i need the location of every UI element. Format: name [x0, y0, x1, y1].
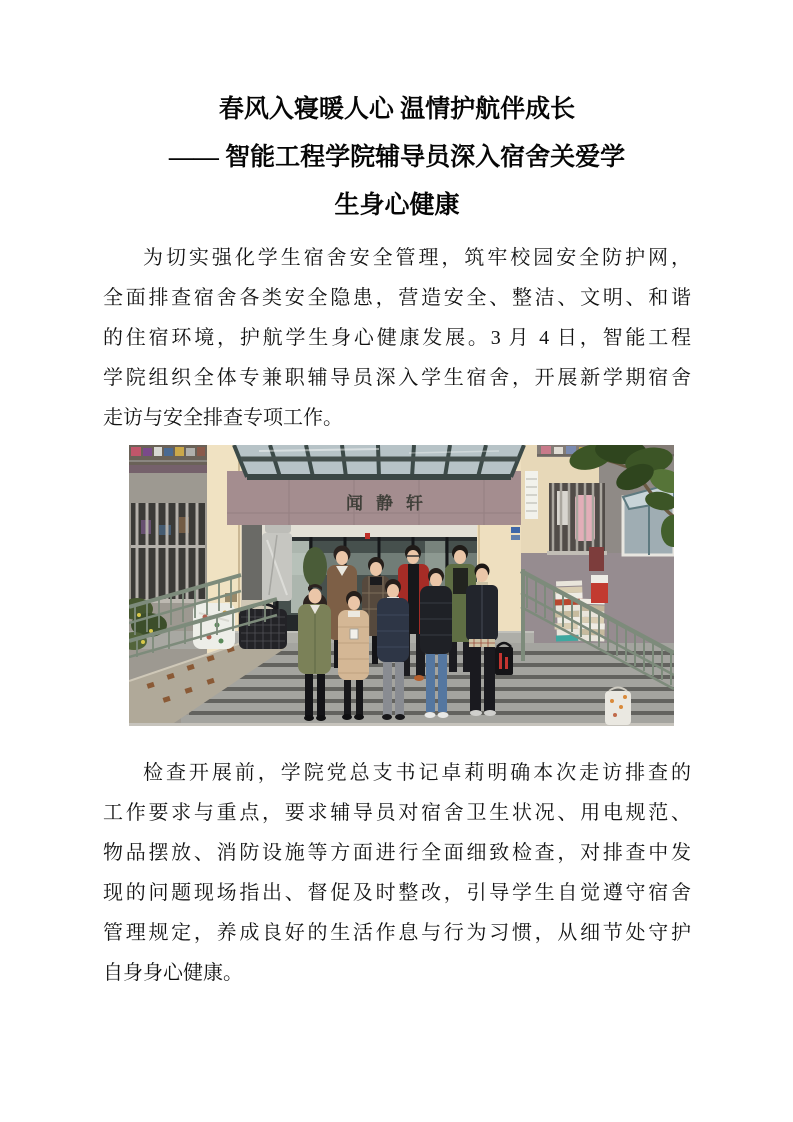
wall-grille	[525, 471, 538, 519]
entrance-soffit	[262, 523, 479, 538]
paragraph-1-line: 全面排查宿舍各类安全隐患，营造安全、整洁、文明、和谐	[103, 287, 691, 309]
maroon-door	[589, 547, 604, 571]
paragraph-1-line: 的住宿环境，护航学生身心健康发展。3 月 4 日，智能工程	[103, 327, 691, 349]
dormitory-group-photo	[129, 445, 674, 726]
title-line-1: 春风入寝暖人心 温情护航伴成长	[218, 96, 576, 123]
shrub	[303, 547, 327, 587]
window-bars-left	[137, 503, 197, 599]
id-badge	[350, 629, 358, 639]
paragraph-2-line: 检查开展前，学院党总支书记卓莉明确本次走访排查的	[143, 762, 691, 784]
paragraph-2	[103, 753, 691, 993]
title-line-2: —— 智能工程学院辅导员深入宿舍关爱学	[168, 144, 626, 171]
paragraph-2-line: 管理规定，养成良好的生活作息与行为习惯，从细节处守护	[103, 922, 691, 944]
glass-canopy	[234, 445, 524, 477]
paragraph-1	[103, 238, 691, 438]
document-title	[103, 86, 691, 230]
red-print-tote-bag	[495, 643, 513, 675]
paragraph-2-line: 现的问题现场指出、督促及时整改，引导学生自觉遵守宿舍	[103, 882, 691, 904]
red-box	[591, 575, 608, 583]
paragraph-2-line: 自身身心健康。	[103, 962, 243, 984]
paragraph-1-line: 学院组织全体专兼职辅导员深入学生宿舍，开展新学期宿舍	[103, 367, 691, 389]
building-sign-text: 闻静轩	[346, 494, 436, 513]
paragraph-1-line: 为切实强化学生宿舍安全管理，筑牢校园安全防护网，	[143, 247, 691, 269]
paragraph-2-line: 工作要求与重点，要求辅导员对宿舍卫生状况、用电规范、	[103, 802, 691, 824]
paragraph-2-line: 物品摆放、消防设施等方面进行全面细致检查，对排查中发	[103, 842, 691, 864]
alarm-box	[365, 533, 370, 539]
dormitory-photo-svg	[129, 445, 674, 726]
paragraph-1-line: 走访与安全排查专项工作。	[103, 407, 343, 429]
blue-sign-2	[511, 535, 520, 540]
blue-sign	[511, 527, 520, 533]
title-line-3: 生身心健康	[334, 192, 460, 219]
white-bag	[605, 688, 631, 726]
